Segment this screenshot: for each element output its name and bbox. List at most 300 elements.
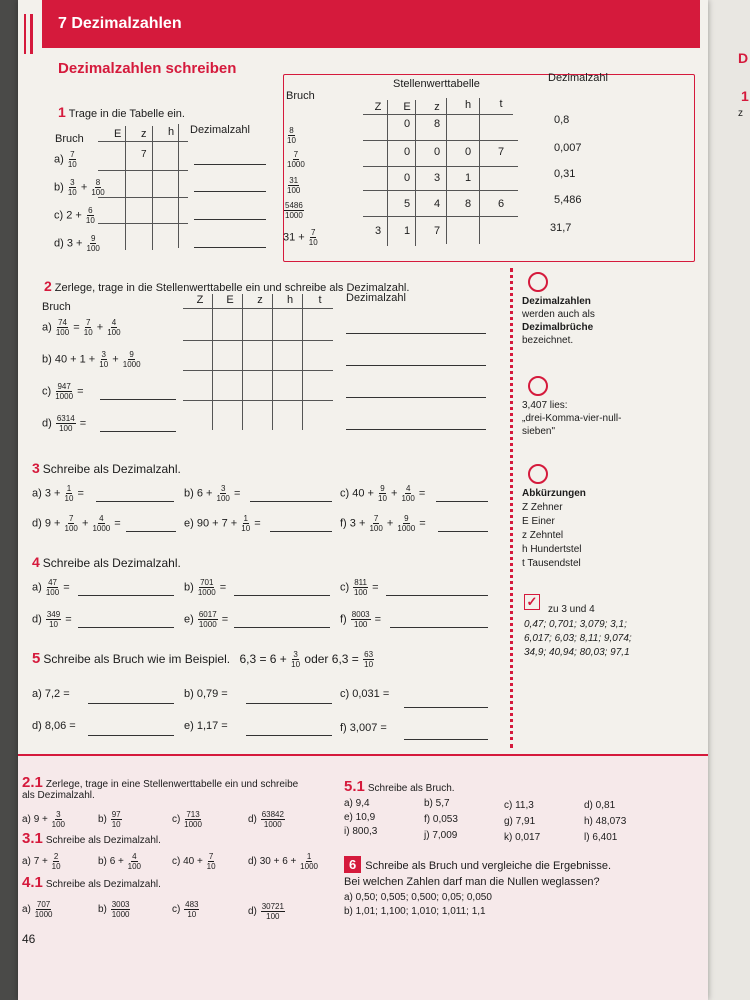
ex-table-col-bruch: Bruch (286, 90, 315, 102)
ex2-b-answer-line[interactable] (346, 364, 486, 366)
ex3-f-den2: 1000 (397, 524, 416, 533)
lightbulb-icon (528, 272, 548, 292)
tip2-line3: sieben" (522, 426, 556, 437)
ex-row4-h: 8 (464, 198, 472, 210)
ex3-prompt: Schreibe als Dezimalzahl. (42, 462, 181, 476)
ex-row4-dez: 5,486 (554, 194, 582, 206)
ex3-d-text: 9 + (44, 517, 61, 530)
ex3-c-eq: = (418, 487, 426, 500)
ex2-grid-h1 (183, 340, 333, 341)
ex2-c-eq: = (77, 385, 84, 398)
ex3-b-den: 100 (216, 494, 230, 503)
ex-row5-Z: 3 (374, 225, 382, 237)
ex4-f-den: 100 (354, 620, 368, 629)
ex-row1-z: 8 (433, 118, 441, 130)
ex-row5-fraction (309, 228, 318, 247)
ex-table-row-4-bruch (283, 201, 305, 220)
ex1-number: 1 (58, 104, 66, 120)
ex2-a-f3-num: 4 (111, 318, 117, 327)
tip1-title: Dezimalzahlen (522, 296, 591, 307)
ex4-e (184, 610, 228, 629)
ex5-e (184, 720, 228, 732)
ex4-d-label: d) (32, 613, 42, 626)
b21-a-label: a) (22, 814, 31, 826)
ex5-f-answer-line[interactable] (404, 738, 488, 740)
ex-table-h0 (363, 114, 513, 115)
b21-a-num: 3 (56, 810, 61, 819)
b21-heading (22, 774, 298, 791)
ex-row2-num: 7 (293, 150, 299, 159)
ex3-d (32, 514, 121, 533)
ex-row3-h: 1 (464, 172, 472, 184)
ex5-d-answer-line[interactable] (88, 734, 174, 736)
ex1-grid-v3 (178, 124, 179, 248)
b31-d-num: 1 (306, 852, 312, 861)
ex4-b-frac (198, 578, 216, 597)
b31-b-label: b) (98, 856, 107, 868)
ex1-b-label: b) (54, 181, 64, 194)
ex2-grid-h2 (183, 370, 333, 371)
chapter-header (42, 0, 700, 48)
b21-c (172, 810, 203, 829)
ex1-col-bruch: Bruch (55, 133, 84, 145)
tip2-line2: „drei-Komma-vier-null- (522, 413, 622, 424)
ex3-b (184, 484, 240, 503)
ex-table-col-stellen: Stellenwerttabelle (393, 78, 480, 90)
b51-d: d) 0,81 (584, 800, 616, 811)
b21-d (248, 810, 286, 829)
b31-d (248, 852, 319, 871)
b41-heading (22, 874, 161, 891)
ex3-a-answer-line[interactable] (96, 500, 174, 502)
ex5-e-answer-line[interactable] (246, 734, 332, 736)
b21-d-den: 1000 (263, 820, 282, 829)
ex1-heading (58, 104, 185, 120)
b21-number: 2.1 (22, 774, 43, 791)
ex-table-h3 (363, 190, 518, 191)
ex4-c-den: 100 (353, 588, 368, 597)
next-page-number: 1 (741, 88, 749, 104)
ex2-col-dez: Dezimalzahl (346, 292, 406, 304)
b41-a-num: 707 (36, 900, 51, 909)
ex5-number: 5 (32, 650, 41, 667)
ex2-row-c (42, 382, 84, 401)
b51-k: k) 0,017 (504, 832, 541, 843)
ex4-prompt: Schreibe als Dezimalzahl. (42, 556, 181, 570)
ex2-c-bruch-line[interactable] (100, 398, 176, 400)
ex3-b-answer-line[interactable] (250, 500, 332, 502)
ex5-f (340, 722, 387, 734)
ex-row2-fraction (287, 150, 305, 169)
ex3-b-num: 3 (220, 484, 226, 493)
ex4-number: 4 (32, 554, 40, 570)
ex1-b-den2: 100 (91, 188, 105, 197)
ex2-col-h: h (286, 294, 294, 306)
ex2-b-frac2 (123, 350, 141, 369)
b21-prompt2: als Dezimalzahl. (22, 790, 95, 801)
ex4-e-den: 1000 (198, 620, 217, 629)
ex-row5-E: 1 (403, 225, 411, 237)
ex-row3-fraction (287, 176, 300, 195)
ex5-e-val: 1,17 = (196, 720, 228, 732)
ex1-col-z: z (141, 128, 147, 140)
ex-row1-num: 8 (289, 126, 294, 135)
b41-d-num: 30721 (261, 902, 284, 911)
b31-heading (22, 830, 161, 847)
ex3-c-label: c) (340, 487, 350, 500)
ex4-e-answer-line[interactable] (234, 626, 330, 628)
ex4-c-answer-line[interactable] (386, 594, 488, 596)
b31-d-frac (300, 852, 318, 871)
b31-c (172, 852, 217, 871)
section-divider (18, 754, 708, 756)
ex-row1-fraction (287, 126, 296, 145)
check-line2: 6,017; 6,03; 8,11; 9,074; (524, 633, 632, 644)
ex1-row-a (54, 150, 78, 169)
ex4-d-eq: = (65, 613, 72, 626)
ex1-b-fraction-2 (91, 178, 104, 197)
ex1-grid-h3 (98, 223, 188, 224)
ex-row5-z: 7 (433, 225, 441, 237)
ex2-c-answer-line[interactable] (346, 396, 486, 398)
b41-b-label: b) (98, 904, 107, 916)
b41-a-frac (35, 900, 53, 919)
abbr-h: h Hundertstel (522, 544, 582, 555)
ex1-d-num: 9 (90, 234, 96, 243)
ex1-b-num2: 8 (95, 178, 101, 187)
ex2-a-label: a) (42, 321, 52, 334)
ex5-example-oder: oder (304, 652, 329, 666)
ex-table-row-2-bruch (286, 150, 306, 169)
ex1-col-E: E (114, 128, 122, 140)
ex5-c-label: c) (340, 688, 350, 700)
ex2-b-f1-num: 3 (101, 350, 106, 359)
b31-c-label: c) (172, 856, 181, 868)
abbr-t: t Tausendstel (522, 558, 581, 569)
ex1-c-num: 6 (88, 206, 93, 215)
b51-heading (344, 778, 455, 795)
next-page-z: z (738, 108, 743, 119)
b51-number: 5.1 (344, 778, 365, 795)
ex2-a-frac2 (84, 318, 93, 337)
page-margin-bar (30, 14, 33, 54)
ex3-d-answer-line[interactable] (126, 530, 176, 532)
ex-row2-h: 0 (464, 146, 472, 158)
b41-a (22, 900, 53, 919)
lightbulb-icon-2 (528, 376, 548, 396)
next-page-letter: D (738, 50, 749, 66)
ex4-a-answer-line[interactable] (78, 594, 174, 596)
ex3-e-text: 90 + 7 + (196, 517, 238, 530)
b51-j: j) 7,009 (424, 830, 458, 841)
ex-row2-t: 7 (497, 146, 505, 158)
ex5-b-label: b) (184, 688, 194, 700)
ex3-c-answer-line[interactable] (436, 500, 488, 502)
ex3-c-plus: + (390, 487, 398, 500)
b21-b-den: 10 (111, 820, 121, 829)
ex1-c-label: c) (54, 209, 64, 222)
ex1-b-den1: 10 (67, 188, 77, 197)
ex1-d-fraction (87, 234, 100, 253)
ex2-grid-v1 (212, 294, 213, 430)
ex2-d-den: 100 (59, 424, 73, 433)
ex2-col-Z: Z (196, 294, 204, 306)
ex3-d-num2: 4 (99, 514, 104, 523)
ex2-grid-v2 (242, 294, 243, 430)
ex3-f-text: 3 + (349, 517, 366, 530)
ex3-f-eq: = (419, 517, 426, 530)
abbr-z: z Zehntel (522, 530, 564, 541)
example-table-box (283, 74, 695, 262)
ex1-a-z-value: 7 (141, 149, 147, 160)
ex2-b-f2-den: 1000 (122, 360, 141, 369)
ex2-row-a (42, 318, 122, 337)
b31-b (98, 852, 142, 871)
ex5-prompt: Schreibe als Bruch wie im Beispiel. (43, 652, 231, 666)
ex2-grid-v4 (302, 294, 303, 430)
b51-a: a) 9,4 (344, 798, 370, 809)
b6-line1 (344, 856, 611, 873)
ex-row1-den: 10 (287, 136, 296, 145)
b21-b-label: b) (98, 814, 107, 826)
ex3-f-frac1 (369, 514, 382, 533)
ex2-d-bruch-line[interactable] (100, 430, 176, 432)
ex2-a-plus: + (96, 321, 104, 334)
ex4-a-eq: = (63, 581, 70, 594)
b21-a-den: 100 (51, 820, 66, 829)
ex3-e-num: 1 (243, 514, 248, 523)
tip1-line2: werden auch als (522, 309, 595, 320)
ex4-d-frac (46, 610, 61, 629)
ex-row1-E: 0 (403, 118, 411, 130)
b31-a (22, 852, 62, 871)
ex3-b-label: b) (184, 487, 194, 500)
ex-table-v4 (479, 98, 480, 244)
b41-a-label: a) (22, 904, 31, 916)
b21-b (98, 810, 123, 829)
ex2-col-E: E (226, 294, 234, 306)
ex3-a-text: 3 + (44, 487, 61, 500)
b31-c-text: 40 + (183, 856, 203, 868)
ex5-example-frac2 (363, 650, 374, 669)
ex2-row-d (42, 414, 86, 433)
ex3-f-num1: 7 (373, 514, 379, 523)
ex5-a (32, 688, 70, 700)
b31-a-frac (52, 852, 61, 871)
ex-row4-fraction (284, 201, 304, 220)
ex-row2-den: 1000 (287, 160, 305, 169)
check-line3: 34,9; 40,94; 80,03; 97,1 (524, 647, 630, 658)
ex4-e-frac (198, 610, 218, 629)
ex-table-row-5-bruch (283, 228, 319, 247)
b21-c-num: 713 (186, 810, 200, 819)
b41-d (248, 902, 286, 921)
ex5-c (340, 688, 389, 700)
b41-b-num: 3003 (111, 900, 130, 909)
ex3-number: 3 (32, 460, 40, 476)
ex4-e-eq: = (221, 613, 229, 626)
b31-c-num: 7 (208, 852, 214, 861)
b41-b (98, 900, 131, 919)
ex-row3-num: 31 (289, 176, 299, 185)
ex-table-h1 (363, 140, 518, 141)
ex-table-h2 (363, 166, 518, 167)
ex3-e-den: 10 (241, 524, 251, 533)
b41-d-frac (261, 902, 285, 921)
ex-row3-den: 100 (287, 186, 301, 195)
ex-row2-dez: 0,007 (554, 142, 582, 154)
ex4-b-num: 701 (200, 578, 214, 587)
ex-row3-z: 3 (433, 172, 441, 184)
b41-c-den: 10 (187, 910, 197, 919)
ex3-f-answer-line[interactable] (438, 530, 488, 532)
ex5-c-answer-line[interactable] (404, 706, 488, 708)
ex5-f-label: f) (340, 722, 347, 734)
ex3-f-num2: 9 (404, 514, 409, 523)
b31-b-frac (128, 852, 141, 871)
ex2-a-f2-den: 10 (83, 328, 93, 337)
ex1-grid-h2 (98, 197, 188, 198)
ex2-c-num: 947 (57, 382, 71, 391)
ex1-a-label: a) (54, 153, 64, 166)
ex4-c-label: c) (340, 581, 350, 594)
ex2-a-f3-den: 100 (107, 328, 121, 337)
ex2-d-num: 6314 (56, 414, 75, 423)
b51-e: e) 10,9 (344, 812, 376, 823)
ex3-d-label: d) (32, 517, 42, 530)
ex2-b-f2-num: 9 (129, 350, 134, 359)
ex-table-row-1-bruch (286, 126, 297, 145)
b51-g: g) 7,91 (504, 816, 536, 827)
ex5-b-answer-line[interactable] (246, 702, 332, 704)
ex2-b-plus: + (112, 353, 119, 366)
ex2-c-frac (55, 382, 73, 401)
ex-row5-pre: 31 + (283, 231, 305, 244)
ex4-b-answer-line[interactable] (234, 594, 330, 596)
ex2-d-frac (56, 414, 76, 433)
b21-d-label: d) (248, 814, 257, 826)
section-title: Dezimalzahlen schreiben (58, 60, 237, 77)
ex3-c-num1: 9 (380, 484, 385, 493)
ex-row3-E: 0 (403, 172, 411, 184)
ex4-d-num: 349 (46, 610, 61, 619)
b21-c-den: 1000 (184, 820, 202, 829)
ex2-a-answer-line[interactable] (346, 332, 486, 334)
b31-a-text: 7 + (33, 856, 48, 868)
ex4-a (32, 578, 70, 597)
ex5-a-answer-line[interactable] (88, 702, 174, 704)
ex3-e (184, 514, 261, 533)
ex1-d-answer-line[interactable] (194, 246, 266, 248)
b31-c-den: 10 (206, 862, 216, 871)
ex5-c-val: 0,031 = (352, 688, 390, 700)
b41-a-den: 1000 (34, 910, 53, 919)
ex-row2-z: 0 (433, 146, 441, 158)
ex4-d-answer-line[interactable] (78, 626, 174, 628)
ex1-d-den: 100 (86, 244, 100, 253)
ex-table-col-dez: Dezimalzahl (548, 72, 608, 84)
ex3-f-plus: + (386, 517, 394, 530)
ex3-c (340, 484, 425, 503)
ex3-f (340, 514, 426, 533)
ex2-grid-v3 (272, 294, 273, 430)
ex2-col-bruch: Bruch (42, 301, 71, 313)
ex3-e-frac (241, 514, 250, 533)
ex5-d-val: 8,06 = (44, 720, 76, 732)
b31-d-text: 30 + 6 + (259, 856, 297, 868)
ex5-example-a: 6,3 = 6 + (239, 652, 287, 666)
ex2-grid-h0 (183, 308, 333, 309)
ex3-d-eq: = (114, 517, 121, 530)
b6-line4: b) 1,01; 1,100; 1,010; 1,011; 1,1 (344, 906, 486, 917)
ex1-c-pre: 2 + (66, 209, 82, 222)
ex2-d-answer-line[interactable] (346, 428, 486, 430)
ex3-c-num2: 4 (405, 484, 411, 493)
checkmark-icon: ✓ (524, 594, 540, 610)
b6-line3: a) 0,50; 0,505; 0,500; 0,05; 0,050 (344, 892, 492, 903)
ex4-b (184, 578, 226, 597)
ex4-f (340, 610, 381, 629)
ex-table-col-t: t (499, 98, 503, 110)
ex1-grid-v1 (125, 126, 126, 250)
ex3-d-frac1 (65, 514, 78, 533)
ex2-grid-h3 (183, 400, 333, 401)
ex4-f-num: 8003 (351, 610, 370, 619)
ex3-b-text: 6 + (196, 487, 213, 500)
ex3-a-frac (65, 484, 74, 503)
ex-table-col-Z: Z (374, 101, 382, 113)
ex1-c-den: 10 (85, 216, 95, 225)
ex3-c-frac1 (378, 484, 387, 503)
abbr-Z: Z Zehner (522, 502, 563, 513)
ex4-f-frac (351, 610, 371, 629)
ex4-d-den: 10 (49, 620, 58, 629)
ex2-a-f2-num: 7 (85, 318, 91, 327)
b21-prompt1: Zerlege, trage in eine Stellenwerttabelle ein und schreibe (45, 779, 299, 790)
ex1-a-num: 7 (70, 150, 75, 159)
ex-row3-dez: 0,31 (554, 168, 576, 180)
ex4-b-label: b) (184, 581, 194, 594)
b31-d-den: 1000 (300, 862, 318, 871)
ex3-d-num1: 7 (68, 514, 74, 523)
ex-row4-E: 5 (403, 198, 411, 210)
b31-a-label: a) (22, 856, 31, 868)
ex4-c-num: 811 (354, 578, 367, 587)
ex3-heading (32, 460, 181, 476)
ex-row4-den: 1000 (285, 211, 303, 220)
ex3-a-den: 10 (64, 494, 74, 503)
b51-l: l) 6,401 (584, 832, 618, 843)
b41-b-den: 1000 (111, 910, 130, 919)
ex4-f-answer-line[interactable] (390, 626, 488, 628)
ex1-c-answer-line[interactable] (194, 218, 266, 220)
b31-b-den: 100 (127, 862, 142, 871)
ex3-e-eq: = (254, 517, 261, 530)
ex2-b-f1-den: 10 (99, 360, 109, 369)
ex1-b-answer-line[interactable] (194, 190, 266, 192)
ex3-a-label: a) (32, 487, 42, 500)
check-label: zu 3 und 4 (548, 604, 595, 615)
ex3-e-answer-line[interactable] (270, 530, 332, 532)
ex3-a-num: 1 (66, 484, 72, 493)
ex-row4-num: 5486 (285, 201, 303, 210)
ex5-ex-f2-den: 10 (364, 660, 374, 670)
ex1-a-answer-line[interactable] (194, 163, 266, 165)
ex3-b-frac (217, 484, 230, 503)
b41-d-label: d) (248, 906, 257, 918)
ex-row4-t: 6 (497, 198, 505, 210)
b6-number: 6 (344, 856, 361, 873)
